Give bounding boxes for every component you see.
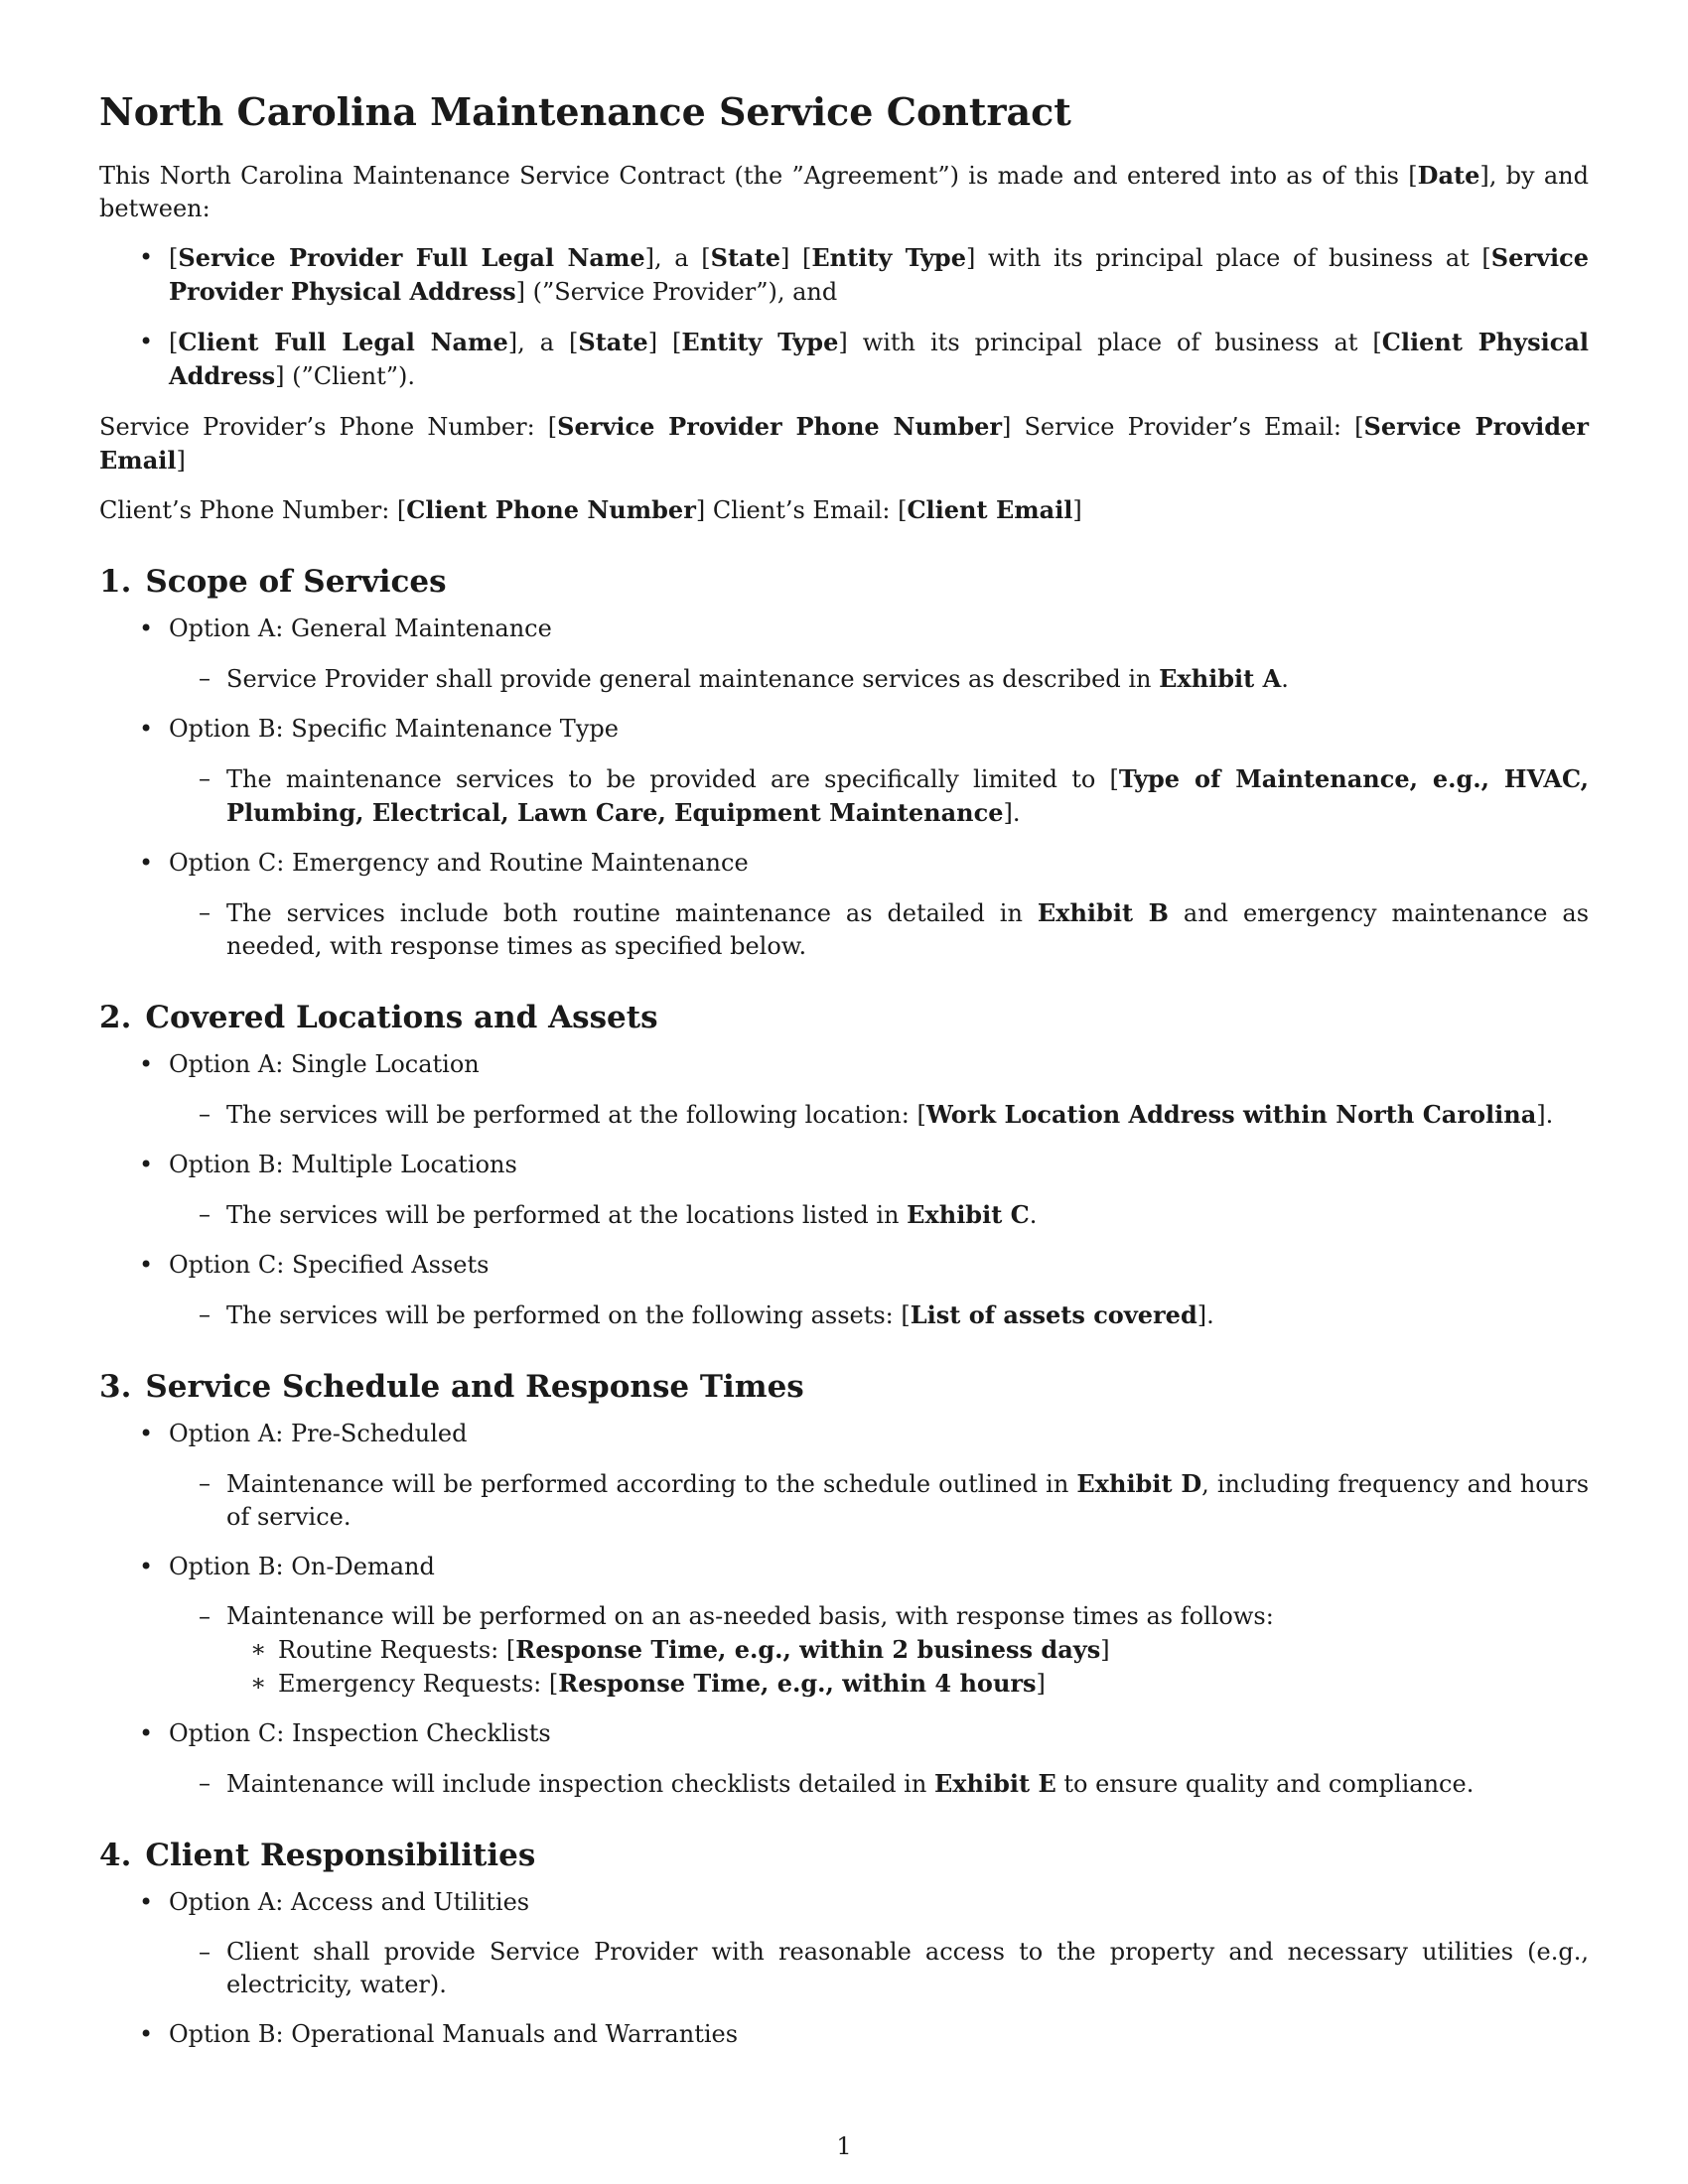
text: 1. — [99, 564, 132, 600]
text: Type of Maintenance, e.g., HVAC, Plumbing, Electrical, Lawn Care, Equipment Maintenance — [226, 764, 1589, 827]
text: The services include both routine maintenance as detailed in — [226, 899, 1038, 927]
client-email-placeholder: Client Email — [907, 495, 1073, 524]
text: ] with its principal place of business at [ — [838, 329, 1382, 356]
text: Exhibit D — [1076, 1469, 1202, 1498]
text: Emergency Requests: [ — [278, 1670, 559, 1698]
text: Option C: Emergency and Routine Maintenance — [169, 849, 749, 877]
text: Exhibit E — [933, 1769, 1056, 1798]
client-state-placeholder: State — [578, 328, 648, 356]
provider-contact-line — [99, 410, 1589, 478]
client-name-placeholder: Client Full Legal Name — [178, 328, 508, 356]
option-item — [99, 2018, 1589, 2051]
text: ] (”Client”). — [275, 362, 416, 390]
option-item — [99, 1886, 1589, 2001]
option-detail — [167, 1098, 1589, 1132]
option-detail — [167, 1600, 1589, 1701]
party-service-provider: • [Service Provider Full Legal Name], a [State] [Entity Type] with its principal place of business at [Service Provider Physical Address] (”Service Provider”), and — [99, 241, 1589, 309]
text: ] Client’s Email: [ — [695, 496, 908, 524]
option-detail — [167, 896, 1589, 963]
date-placeholder: Date — [1417, 161, 1480, 190]
text: ] — [1072, 496, 1082, 524]
text: The maintenance services to be provided are specifically limited to [ — [226, 765, 1119, 793]
text: ] — [1100, 1636, 1110, 1664]
option-item — [99, 713, 1589, 830]
page-number: 1 — [836, 2132, 852, 2160]
option-item — [99, 1418, 1589, 1534]
text: Response Time, e.g., within 4 hours — [558, 1669, 1037, 1698]
text: ] — [1036, 1670, 1046, 1698]
client-address-placeholder: Client Physical Address — [169, 328, 1589, 390]
text: Option C: Inspection Checklists — [169, 1719, 551, 1747]
text: ] [ — [779, 244, 812, 272]
party-client: • [Client Full Legal Name], a [State] [Entity Type] with its principal place of business at [Client Physical Address] (”Client”). — [99, 326, 1589, 393]
text: to ensure quality and compliance. — [1055, 1770, 1475, 1798]
provider-email-placeholder: Service Provider Email — [99, 412, 1589, 475]
option-item — [99, 1249, 1589, 1332]
text: Option A: General Maintenance — [169, 614, 552, 642]
text: . — [1029, 1201, 1038, 1229]
document-page — [99, 87, 1589, 2068]
section-heading-client-responsibilities — [99, 1835, 1589, 1876]
routine-response-item — [226, 1633, 1589, 1667]
provider-phone-placeholder: Service Provider Phone Number — [557, 412, 1003, 441]
text: ] with its principal place of business at [ — [965, 244, 1491, 272]
text: ]. — [1003, 799, 1021, 827]
text: Maintenance will include inspection checklists detailed in — [226, 1770, 934, 1798]
client-entity-placeholder: Entity Type — [681, 328, 839, 356]
text: Work Location Address within North Carolina — [925, 1100, 1537, 1129]
intro-text: This North Carolina Maintenance Service Contract (the ”Agreement”) is made and entered into as of this [ — [99, 162, 1418, 190]
option-item — [99, 613, 1589, 696]
client-phone-placeholder: Client Phone Number — [406, 495, 696, 524]
option-detail — [167, 1767, 1589, 1801]
text: ], a [ — [507, 329, 579, 356]
section-heading-locations — [99, 997, 1589, 1038]
text: Option C: Specified Assets — [169, 1251, 490, 1279]
option-detail — [167, 1298, 1589, 1332]
text: . — [1281, 665, 1289, 693]
text: , including frequency and hours of service. — [226, 1470, 1590, 1531]
provider-entity-placeholder: Entity Type — [811, 243, 966, 272]
text: List of assets covered — [910, 1300, 1197, 1329]
option-detail — [167, 662, 1589, 696]
text: Option A: Access and Utilities — [169, 1888, 530, 1916]
text: ] Service Provider’s Email: [ — [1002, 413, 1364, 441]
option-detail — [167, 1198, 1589, 1232]
option-item — [99, 1048, 1589, 1132]
section-3-options — [99, 1418, 1589, 1801]
text: ] [ — [647, 329, 682, 356]
option-item — [99, 1551, 1589, 1701]
text: ]. — [1536, 1101, 1554, 1129]
text: Option A: Single Location — [169, 1050, 480, 1078]
section-1-options — [99, 613, 1589, 963]
parties-list — [99, 241, 1589, 393]
option-item — [99, 1149, 1589, 1232]
option-item — [99, 847, 1589, 963]
text: The services will be performed at the locations listed in — [226, 1201, 908, 1229]
text: Option B: On-Demand — [169, 1553, 435, 1580]
text: Option B: Multiple Locations — [169, 1151, 517, 1178]
text: Service Provider’s Phone Number: [ — [99, 413, 558, 441]
text: Exhibit C — [907, 1200, 1030, 1229]
text: 4. — [99, 1838, 132, 1873]
client-contact-line — [99, 493, 1589, 527]
text: The services will be performed at the following location: [ — [226, 1101, 926, 1129]
text: 2. — [99, 1000, 132, 1035]
text: Exhibit B — [1037, 898, 1169, 927]
text: The services will be performed on the following assets: [ — [226, 1301, 911, 1329]
text: Service Provider shall provide general maintenance services as described in — [226, 665, 1160, 693]
text: 3. — [99, 1369, 132, 1405]
text: Response Time, e.g., within 2 business days — [515, 1635, 1101, 1664]
text: Exhibit A — [1159, 664, 1282, 693]
section-heading-scope — [99, 561, 1589, 603]
option-detail — [167, 1936, 1589, 2001]
text: Covered Locations and Assets — [145, 1000, 658, 1035]
text: Option A: Pre-Scheduled — [169, 1420, 468, 1447]
text: Maintenance will be performed on an as-needed basis, with response times as follows: — [226, 1602, 1274, 1630]
provider-state-placeholder: State — [710, 243, 780, 272]
intro-text-end: ], by and between: — [99, 162, 1589, 222]
text: Maintenance will be performed according to the schedule outlined in — [226, 1470, 1077, 1498]
option-detail — [167, 1467, 1589, 1534]
text: Routine Requests: [ — [278, 1636, 516, 1664]
section-heading-schedule — [99, 1366, 1589, 1408]
text: Client’s Phone Number: [ — [99, 496, 407, 524]
text: Client Responsibilities — [145, 1838, 536, 1873]
text: ]. — [1196, 1301, 1214, 1329]
option-detail — [167, 762, 1589, 830]
section-2-options — [99, 1048, 1589, 1332]
text: Client shall provide Service Provider with reasonable access to the property and necessary utilities (e.g., electricity, water). — [226, 1938, 1589, 1998]
provider-address-placeholder: Service Provider Physical Address — [169, 243, 1589, 306]
option-item — [99, 1717, 1589, 1801]
document-title: North Carolina Maintenance Service Contract — [99, 89, 1071, 134]
text: Option B: Operational Manuals and Warranties — [169, 2020, 739, 2048]
emergency-response-item — [226, 1667, 1589, 1701]
text: ] — [176, 447, 186, 475]
section-4-options — [99, 1886, 1589, 2051]
text: Service Schedule and Response Times — [145, 1369, 804, 1405]
text: and emergency maintenance as needed, with response times as specified below. — [226, 899, 1590, 960]
text: ], a [ — [644, 244, 711, 272]
provider-name-placeholder: Service Provider Full Legal Name — [178, 243, 645, 272]
intro-paragraph — [99, 159, 1589, 225]
text: Option B: Specific Maintenance Type — [169, 715, 619, 743]
text: ] (”Service Provider”), and — [515, 278, 838, 306]
text: Scope of Services — [145, 564, 447, 600]
